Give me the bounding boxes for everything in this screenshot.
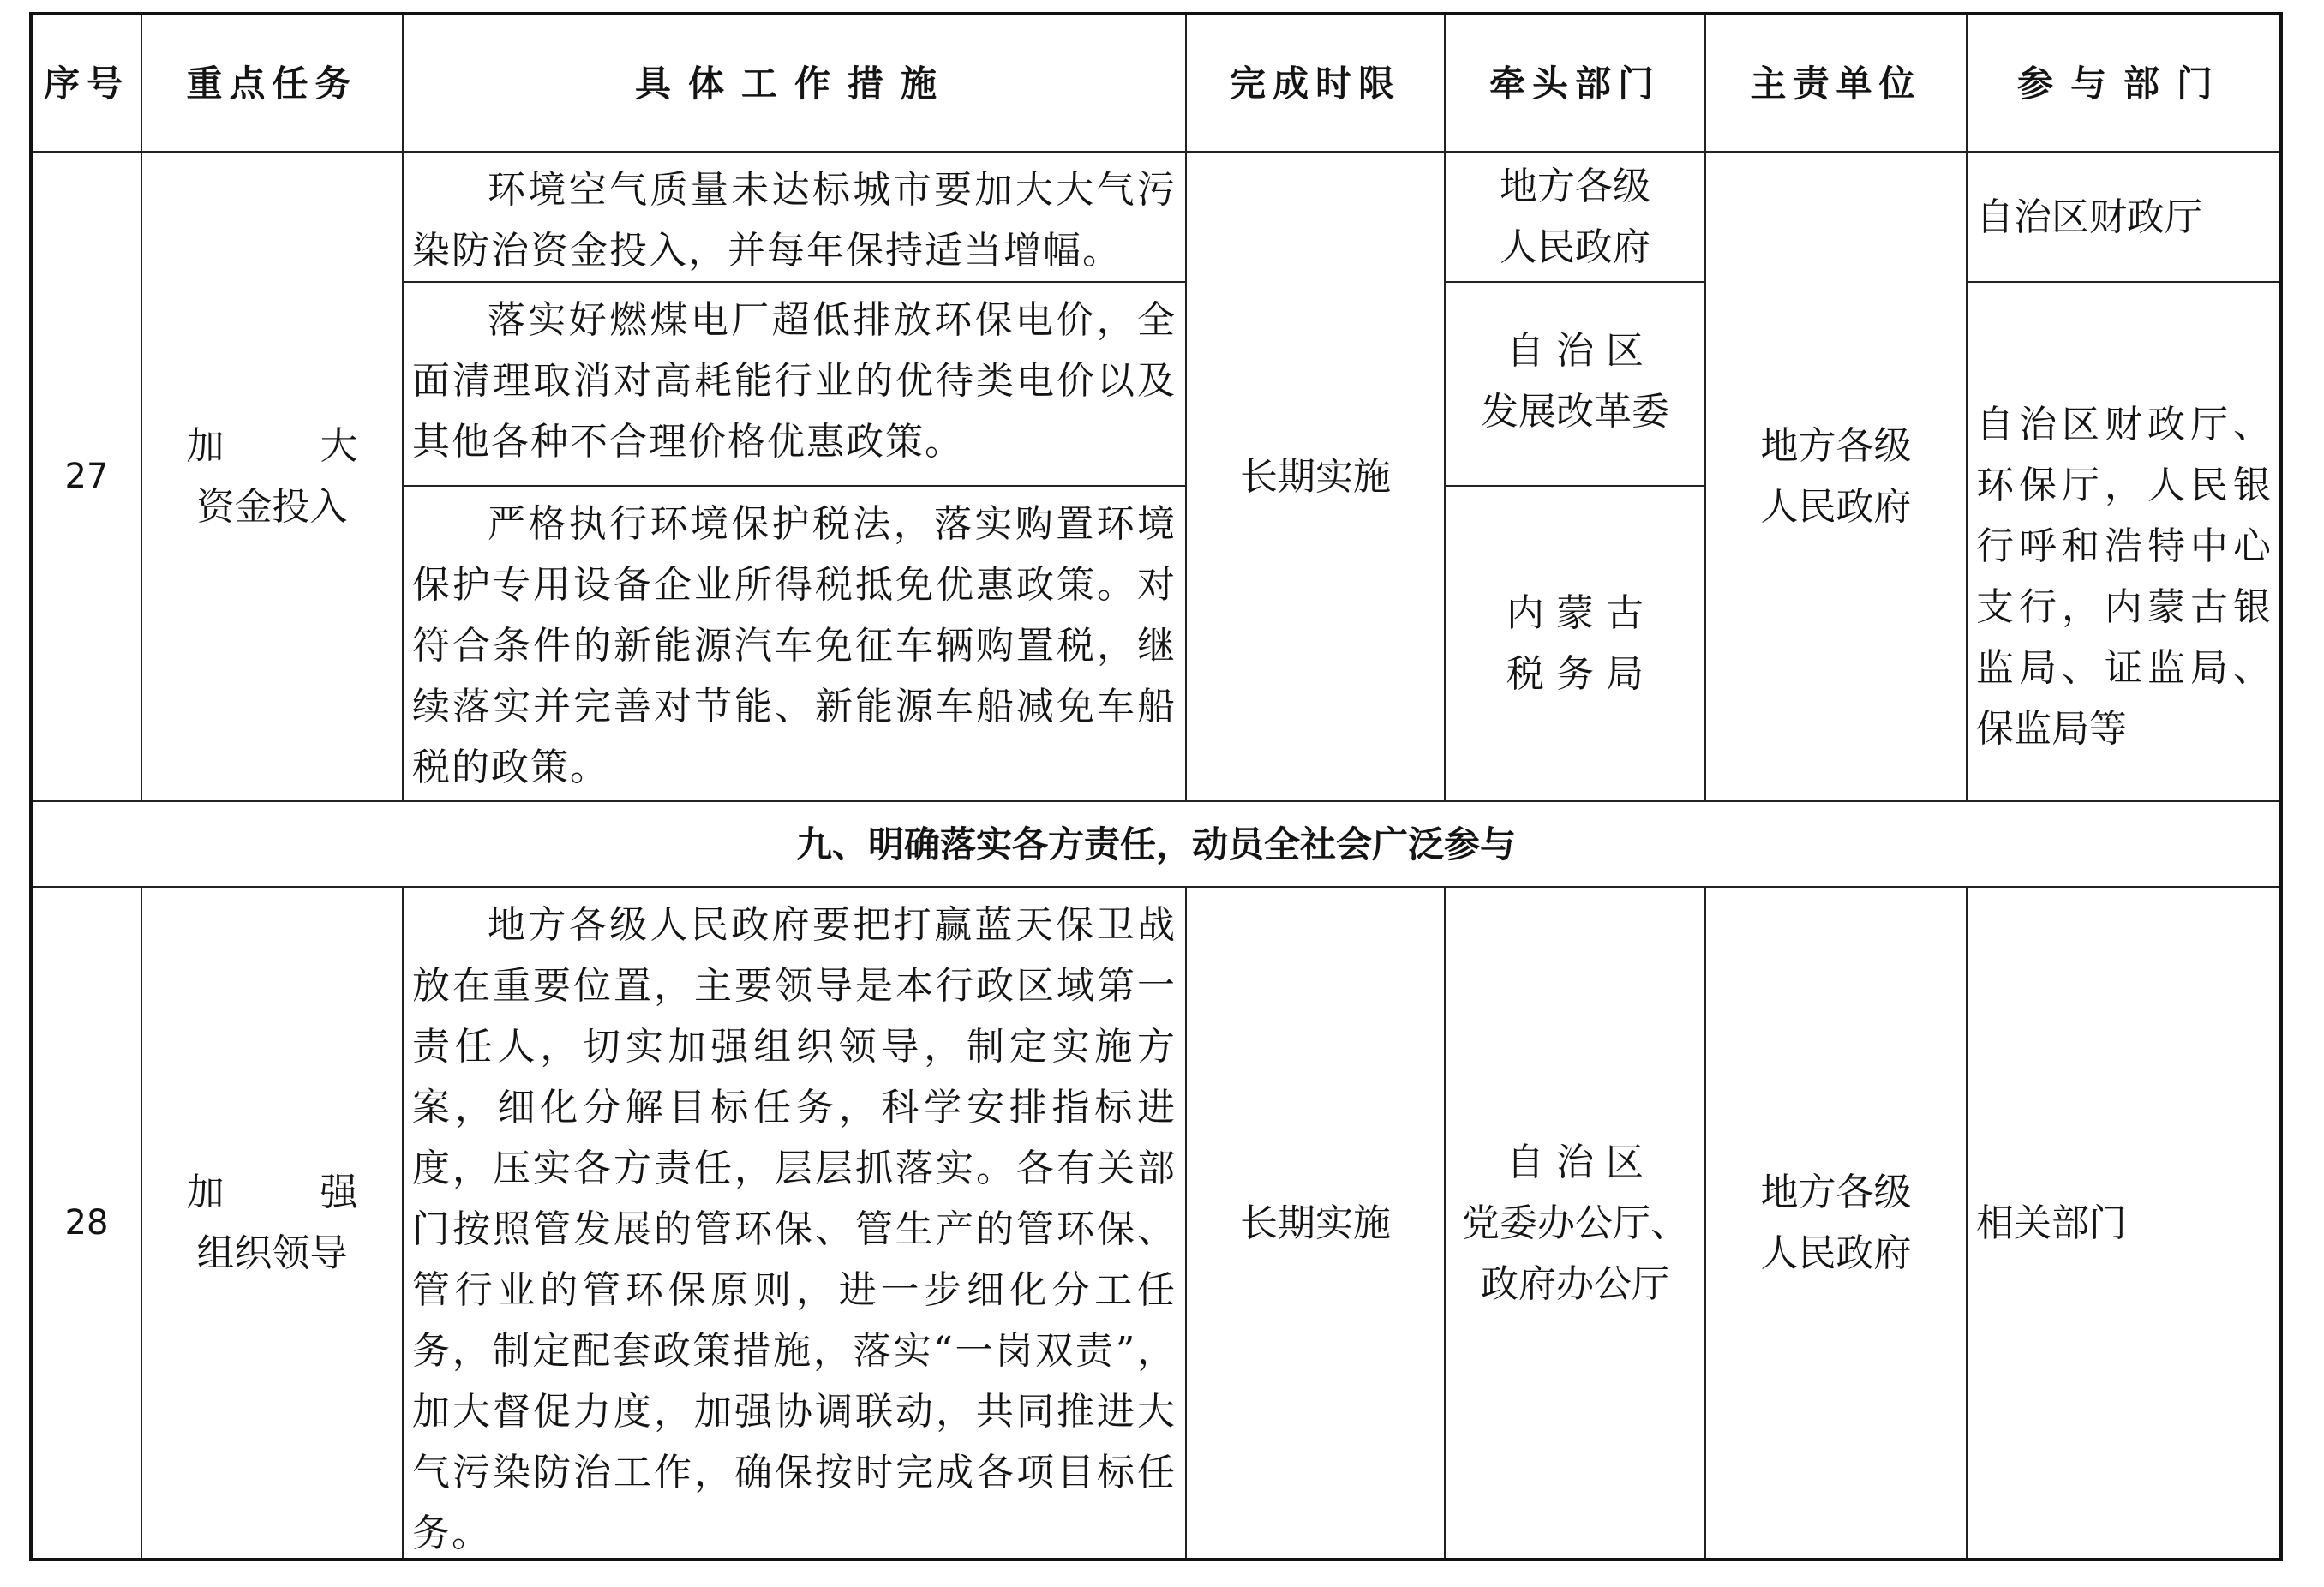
row27-measure-2-text: 落实好燃煤电厂超低排放环保电价，全面清理取消对高耗能行业的优待类电价以及其他各种不合理价格优惠政策。 xyxy=(412,298,1177,464)
row28-task-line1 xyxy=(187,1162,358,1223)
row27-measure-3-text: 严格执行环境保护税法，落实购置环境保护专用设备企业所得税抵免优惠政策。对符合条件的新能源汽车免征车辆购置税，继续落实并完善对节能、新能源车船减免车船税的政策。 xyxy=(412,502,1177,789)
row27-lead-3-line2: 税 务 局 xyxy=(1506,652,1644,696)
section-9-text: 九、明确落实各方责任，动员全社会广泛参与 xyxy=(795,823,1516,865)
header-deadline-text: 完成时限 xyxy=(1229,62,1401,105)
row28-task-char2: 强 xyxy=(320,1171,358,1214)
row28-no xyxy=(33,888,142,1558)
row27-participants-a xyxy=(1968,153,2279,283)
row27-lead-2 xyxy=(1446,283,1706,487)
row28-task-char1: 加 xyxy=(186,1171,225,1214)
row27-deadline-text: 长期实施 xyxy=(1240,454,1391,499)
header-measures-text: 具体工作措施 xyxy=(634,62,954,105)
row27-no-text: 27 xyxy=(64,456,109,496)
row27-task-char1: 加 xyxy=(186,424,225,468)
header-lead-text: 牵头部门 xyxy=(1488,62,1661,105)
header-responsible xyxy=(1706,15,1968,153)
row27-lead-2-line1: 自 治 区 xyxy=(1506,329,1644,373)
row28-lead-line1: 自 治 区 xyxy=(1506,1140,1644,1184)
row28-measure-text: 地方各级人民政府要把打赢蓝天保卫战放在重要位置，主要领导是本行政区域第一责任人，切实加强组织领导，制定实施方案，细化分解目标任务，科学安排指标进度，压实各方责任，层层抓落实。各有关部门按照管发展的管环保、管生产的管环保、管行业的管环保原则，进一步细化分工任务，制定配套政策措施，落实“一岗双责”，加大督促力度，加强协调联动，共同推进大气污染防治工作，确保按时完成各项目标任务。 xyxy=(412,903,1177,1555)
row28-deadline xyxy=(1187,888,1446,1558)
row28-responsible-line1: 地方各级 xyxy=(1760,1171,1912,1214)
row27-measure-1-text: 环境空气质量未达标城市要加大大气污染防治资金投入，并每年保持适当增幅。 xyxy=(412,168,1177,272)
header-deadline xyxy=(1187,15,1446,153)
row27-participants-b-text: 自治区财政厅、环保厅，人民银行呼和浩特中心支行，内蒙古银监局、证监局、保监局等 xyxy=(1976,403,2271,751)
row28-responsible xyxy=(1706,888,1968,1558)
row27-deadline xyxy=(1187,153,1446,802)
header-participants xyxy=(1968,15,2279,153)
row28-no-text: 28 xyxy=(64,1202,109,1243)
row28-participants xyxy=(1968,888,2279,1558)
row28-lead-line2: 党委办公厅、 xyxy=(1462,1201,1688,1245)
row27-task xyxy=(142,153,404,802)
row27-participants-b xyxy=(1968,283,2279,802)
row27-lead-3 xyxy=(1446,487,1706,802)
row28-measure xyxy=(404,888,1187,1558)
row28-task-line2: 组织领导 xyxy=(196,1231,348,1275)
row28-deadline-text: 长期实施 xyxy=(1240,1201,1391,1245)
row27-lead-2-line2: 发展改革委 xyxy=(1481,390,1669,434)
row27-responsible xyxy=(1706,153,1968,802)
row27-responsible-line1: 地方各级 xyxy=(1760,424,1912,468)
header-no xyxy=(33,15,142,153)
row27-task-char2: 大 xyxy=(320,424,358,468)
header-measures xyxy=(404,15,1187,153)
row27-lead-1-line1: 地方各级 xyxy=(1500,165,1650,208)
row27-lead-1 xyxy=(1446,153,1706,283)
row27-lead-3-line1: 内 蒙 古 xyxy=(1506,591,1644,635)
row27-measure-2 xyxy=(404,283,1187,487)
policy-table xyxy=(29,12,2283,1561)
header-task-text: 重点任务 xyxy=(186,62,358,105)
header-no-text: 序号 xyxy=(43,62,129,105)
row28-responsible-line2: 人民政府 xyxy=(1760,1231,1912,1275)
header-responsible-text: 主责单位 xyxy=(1750,62,1922,105)
row27-lead-1-line2: 人民政府 xyxy=(1500,225,1650,269)
section-9-heading xyxy=(33,802,2279,888)
row27-responsible-line2: 人民政府 xyxy=(1760,485,1912,529)
row28-lead xyxy=(1446,888,1706,1558)
row27-measure-1 xyxy=(404,153,1187,283)
row27-no xyxy=(33,153,142,802)
row28-lead-line3: 政府办公厅 xyxy=(1481,1261,1669,1306)
row27-measure-3 xyxy=(404,487,1187,802)
row28-participants-text: 相关部门 xyxy=(1976,1201,2127,1245)
row28-task xyxy=(142,888,404,1558)
header-task xyxy=(142,15,404,153)
row27-task-line1 xyxy=(187,416,358,476)
row27-task-line2: 资金投入 xyxy=(196,485,348,529)
row27-participants-a-text: 自治区财政厅 xyxy=(1976,195,2202,239)
header-participants-text: 参与部门 xyxy=(2016,62,2230,105)
header-lead xyxy=(1446,15,1706,153)
